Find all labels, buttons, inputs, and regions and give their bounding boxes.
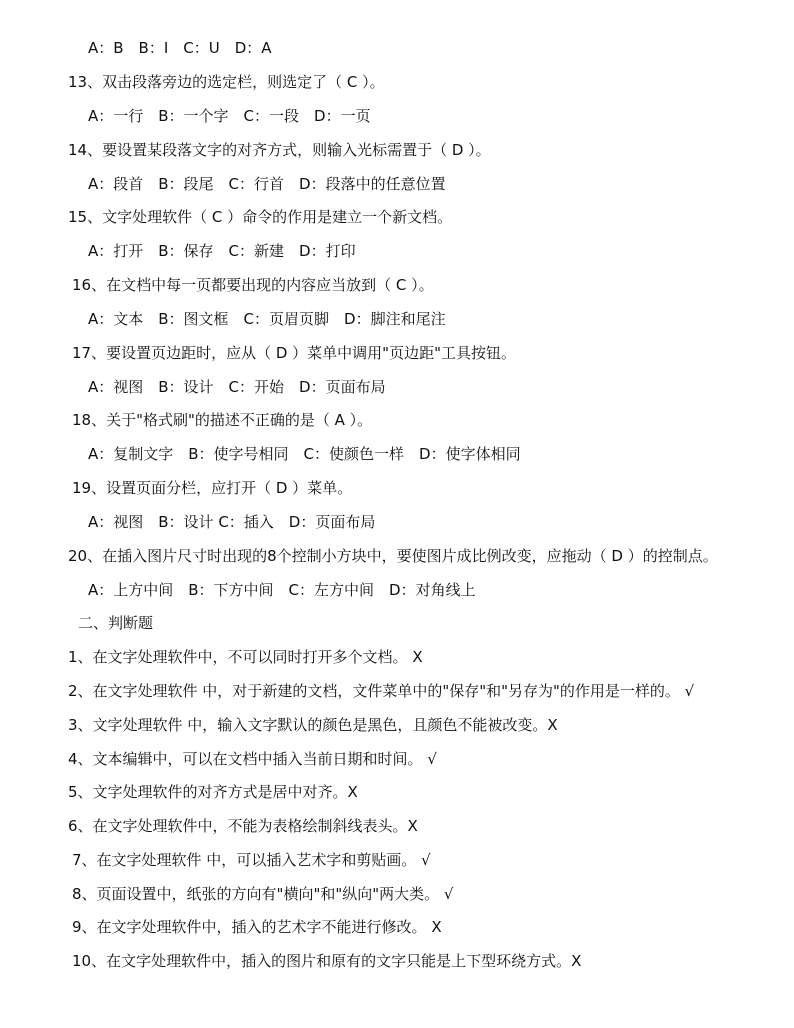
q14-options: A：段首 B：段尾 C：行首 D：段落中的任意位置 xyxy=(88,175,446,193)
q19-options: A：视图 B：设计 C：插入 D：页面布局 xyxy=(88,513,376,531)
q19-question: 19、设置页面分栏，应打开（ D ）菜单。 xyxy=(72,479,353,497)
q18-question: 18、关于"格式刷"的描述不正确的是（ A ）。 xyxy=(72,411,373,429)
q17-options: A：视图 B：设计 C：开始 D：页面布局 xyxy=(88,378,386,396)
q20-options: A：上方中间 B：下方中间 C：左方中间 D：对角线上 xyxy=(88,581,476,599)
tf-item-6: 6、在文字处理软件中，不能为表格绘制斜线表头。X xyxy=(68,817,418,835)
section-heading: 二、判断题 xyxy=(78,614,154,632)
q16-options: A：文本 B：图文框 C：页眉页脚 D：脚注和尾注 xyxy=(88,310,446,328)
tf-item-2: 2、在文字处理软件 中，对于新建的文档，文件菜单中的"保存"和"另存为"的作用是一样的。 √ xyxy=(68,682,695,700)
q14-question: 14、要设置某段落文字的对齐方式，则输入光标需置于（ D ）。 xyxy=(68,141,491,159)
tf-item-1: 1、在文字处理软件中，不可以同时打开多个文档。 X xyxy=(68,648,423,666)
q15-question: 15、文字处理软件（ C ）命令的作用是建立一个新文档。 xyxy=(68,208,453,226)
tf-item-10: 10、在文字处理软件中，插入的图片和原有的文字只能是上下型环绕方式。X xyxy=(72,952,582,970)
q13-options: A：一行 B：一个字 C：一段 D：一页 xyxy=(88,107,371,125)
q15-options: A：打开 B：保存 C：新建 D：打印 xyxy=(88,242,356,260)
q17-question: 17、要设置页边距时，应从（ D ）菜单中调用"页边距"工具按钮。 xyxy=(72,344,516,362)
tf-item-5: 5、文字处理软件的对齐方式是居中对齐。X xyxy=(68,783,358,801)
q16-question: 16、在文档中每一页都要出现的内容应当放到（ C ）。 xyxy=(72,276,434,294)
q12-options: A：B B：I C：U D：A xyxy=(88,39,272,57)
tf-item-3: 3、文字处理软件 中，输入文字默认的颜色是黑色，且颜色不能被改变。X xyxy=(68,716,558,734)
tf-item-9: 9、在文字处理软件中，插入的艺术字不能进行修改。 X xyxy=(72,918,442,936)
q13-question: 13、双击段落旁边的选定栏，则选定了（ C ）。 xyxy=(68,73,385,91)
tf-item-4: 4、文本编辑中，可以在文档中插入当前日期和时间。 √ xyxy=(68,750,437,768)
q20-question: 20、在插入图片尺寸时出现的8个控制小方块中，要使图片成比例改变，应拖动（ D ）的控制点。 xyxy=(68,547,718,565)
q18-options: A：复制文字 B：使字号相同 C：使颜色一样 D：使字体相同 xyxy=(88,445,521,463)
tf-item-8: 8、页面设置中，纸张的方向有"横向"和"纵向"两大类。 √ xyxy=(72,885,454,903)
tf-item-7: 7、在文字处理软件 中，可以插入艺术字和剪贴画。 √ xyxy=(72,851,431,869)
